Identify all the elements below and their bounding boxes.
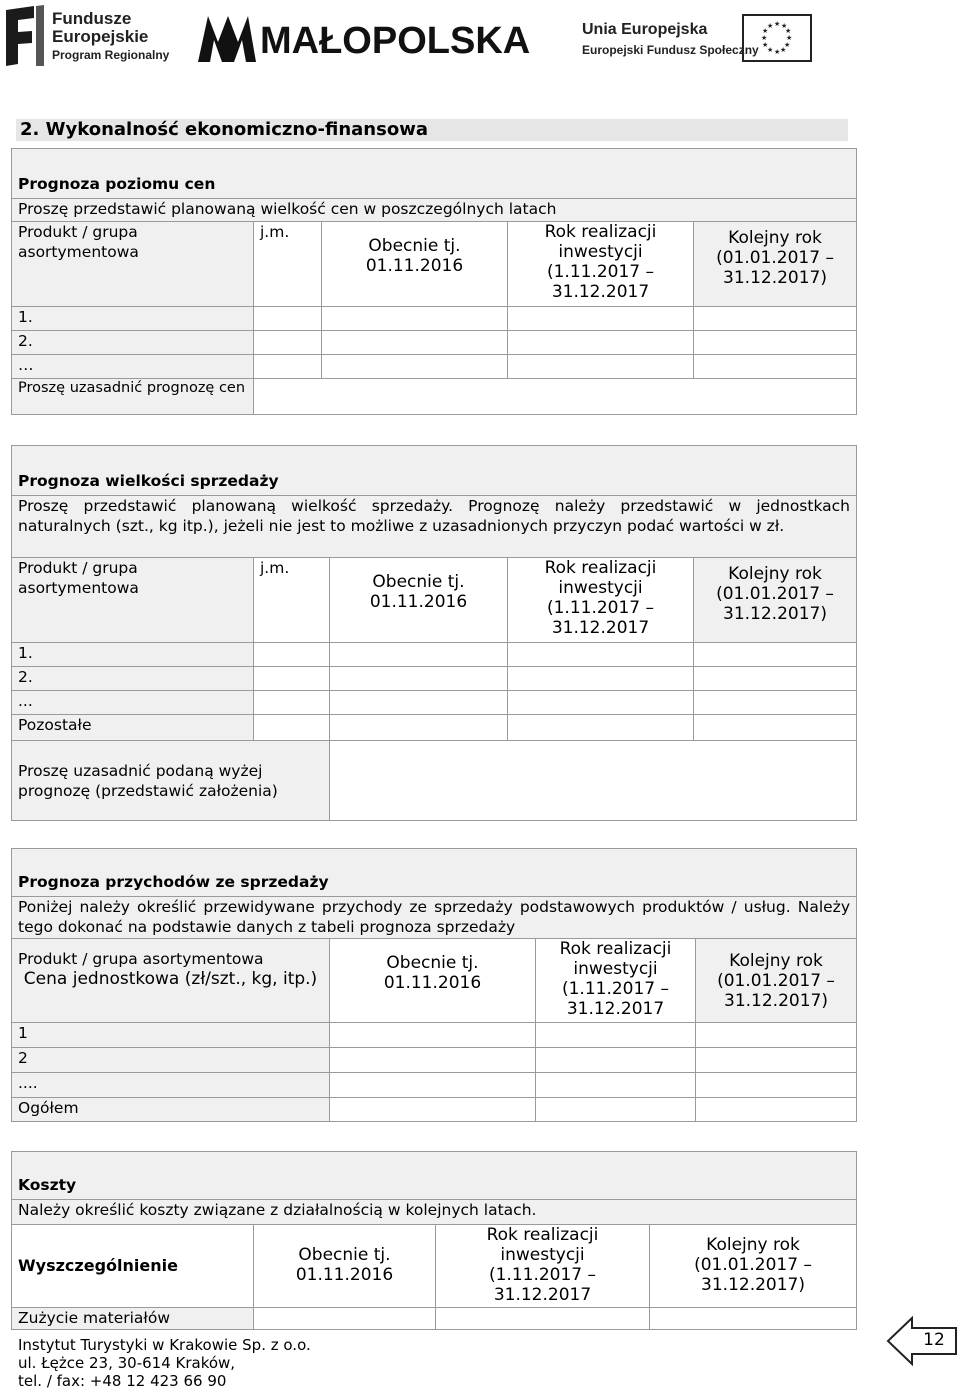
sales-volume-title: Prognoza wielkości sprzedaży: [12, 446, 857, 496]
table-row: 2.: [12, 331, 254, 355]
col-unit: j.m.: [254, 558, 330, 643]
svg-text:★: ★: [774, 48, 781, 56]
svg-text:★: ★: [774, 20, 781, 28]
svg-text:★: ★: [767, 46, 774, 54]
table-row: ...: [12, 691, 254, 715]
logo-fundusze-europejskie: [4, 4, 174, 68]
footer-line3: tel. / fax: +48 12 423 66 90: [18, 1372, 227, 1390]
price-forecast-intro: Proszę przedstawić planowaną wielkość cen w poszczególnych latach: [12, 199, 857, 222]
costs-table: [11, 1151, 857, 1330]
footer: [18, 1336, 311, 1390]
table-row: 2.: [12, 667, 254, 691]
price-forecast-table: [11, 148, 857, 415]
logo-malopolska: [198, 14, 558, 64]
price-justify-input[interactable]: [254, 379, 857, 415]
svg-text:★: ★: [786, 34, 793, 42]
svg-text:★: ★: [761, 34, 768, 42]
price-forecast-title: Prognoza poziomu cen: [12, 149, 857, 199]
table-row: 1.: [12, 643, 254, 667]
col-unit: j.m.: [254, 222, 322, 307]
col-next: Kolejny rok (01.01.2017 – 31.12.2017): [650, 1225, 857, 1308]
revenue-intro: Poniżej należy określić przewidywane przychody ze sprzedaży podstawowych produktów / usług. Należy tego dokonać na podstawie danych z tabeli prognoza sprzedaży: [12, 897, 857, 939]
col-now: Obecnie tj. 01.11.2016: [254, 1225, 436, 1308]
col-year: Rok realizacji inwestycji (1.11.2017 – 31.12.2017: [508, 558, 694, 643]
svg-text:★: ★: [781, 22, 788, 30]
table-row: 1.: [12, 307, 254, 331]
malopolska-text: MAŁOPOLSKA: [260, 20, 531, 62]
col-product: Produkt / grupa asortymentowa: [12, 222, 254, 307]
footer-line2: ul. Łężce 23, 30-614 Kraków,: [18, 1354, 236, 1372]
table-row: Ogółem: [12, 1098, 330, 1122]
malopolska-mark-icon: [198, 16, 256, 62]
table-row: ....: [12, 1073, 330, 1098]
svg-text:★: ★: [785, 27, 792, 35]
col-now: Obecnie tj. 01.11.2016: [330, 939, 536, 1023]
sales-volume-table: [11, 445, 857, 821]
eu-flag-icon: [742, 14, 812, 62]
fe-line3: Program Regionalny: [52, 48, 170, 62]
page-number-badge: [886, 1316, 958, 1366]
col-now: Obecnie tj. 01.11.2016: [322, 222, 508, 307]
table-row: 2: [12, 1048, 330, 1073]
col-now: Obecnie tj. 01.11.2016: [330, 558, 508, 643]
sales-justify-label: Proszę uzasadnić podaną wyżej prognozę (przedstawić założenia): [12, 741, 330, 821]
table-row: …: [12, 355, 254, 379]
revenue-title: Prognoza przychodów ze sprzedaży: [12, 849, 857, 897]
col-price: Cena jednostkowa (zł/szt., kg, itp.): [23, 969, 318, 989]
revenue-table: [11, 848, 857, 1122]
footer-line1: Instytut Turystyki w Krakowie Sp. z o.o.: [18, 1336, 311, 1354]
table-row: Pozostałe: [12, 715, 254, 741]
costs-title: Koszty: [12, 1152, 857, 1200]
costs-intro: Należy określić koszty związane z działalnością w kolejnych latach.: [12, 1200, 857, 1225]
col-product: Produkt / grupa asortymentowa: [18, 950, 264, 968]
logo-unia-europejska: [582, 14, 818, 64]
table-row: Zużycie materiałów: [12, 1308, 254, 1330]
sales-justify-input[interactable]: [330, 741, 857, 821]
price-justify-label: Proszę uzasadnić prognozę cen: [12, 379, 254, 415]
table-row: 1: [12, 1023, 330, 1048]
section-title: 2. Wykonalność ekonomiczno-finansowa: [16, 119, 848, 141]
page-number: 12: [923, 1330, 945, 1350]
col-product: Produkt / grupa asortymentowa: [12, 558, 254, 643]
ue-line2: Europejski Fundusz Społeczny: [582, 43, 759, 57]
svg-text:★: ★: [762, 27, 769, 35]
svg-text:★: ★: [784, 41, 791, 49]
svg-text:★: ★: [780, 46, 787, 54]
col-next: Kolejny rok (01.01.2017 – 31.12.2017): [694, 558, 857, 643]
col-item: Wyszczególnienie: [12, 1225, 254, 1308]
fe-line2: Europejskie: [52, 27, 149, 46]
col-year: Rok realizacji inwestycji (1.11.2017 – 31.12.2017: [436, 1225, 650, 1308]
col-year: Rok realizacji inwestycji (1.11.2017 – 31.12.2017: [508, 222, 694, 307]
ue-line1: Unia Europejska: [582, 21, 708, 38]
col-next: Kolejny rok (01.01.2017 – 31.12.2017): [694, 222, 857, 307]
sales-volume-intro: Proszę przedstawić planowaną wielkość sprzedaży. Prognozę należy przedstawić w jednostkach naturalnych (szt., kg itp.), jeżeli nie jest to możliwe z uzasadnionych przyczyn podać wartości w zł.: [12, 496, 857, 558]
col-product-price: [12, 939, 330, 1023]
fe-logo-icon: [4, 4, 44, 68]
fe-line1: Fundusze: [52, 9, 132, 28]
col-next: Kolejny rok (01.01.2017 – 31.12.2017): [696, 939, 857, 1023]
svg-text:★: ★: [767, 22, 774, 30]
svg-text:★: ★: [762, 41, 769, 49]
col-year: Rok realizacji inwestycji (1.11.2017 – 31.12.2017: [536, 939, 696, 1023]
